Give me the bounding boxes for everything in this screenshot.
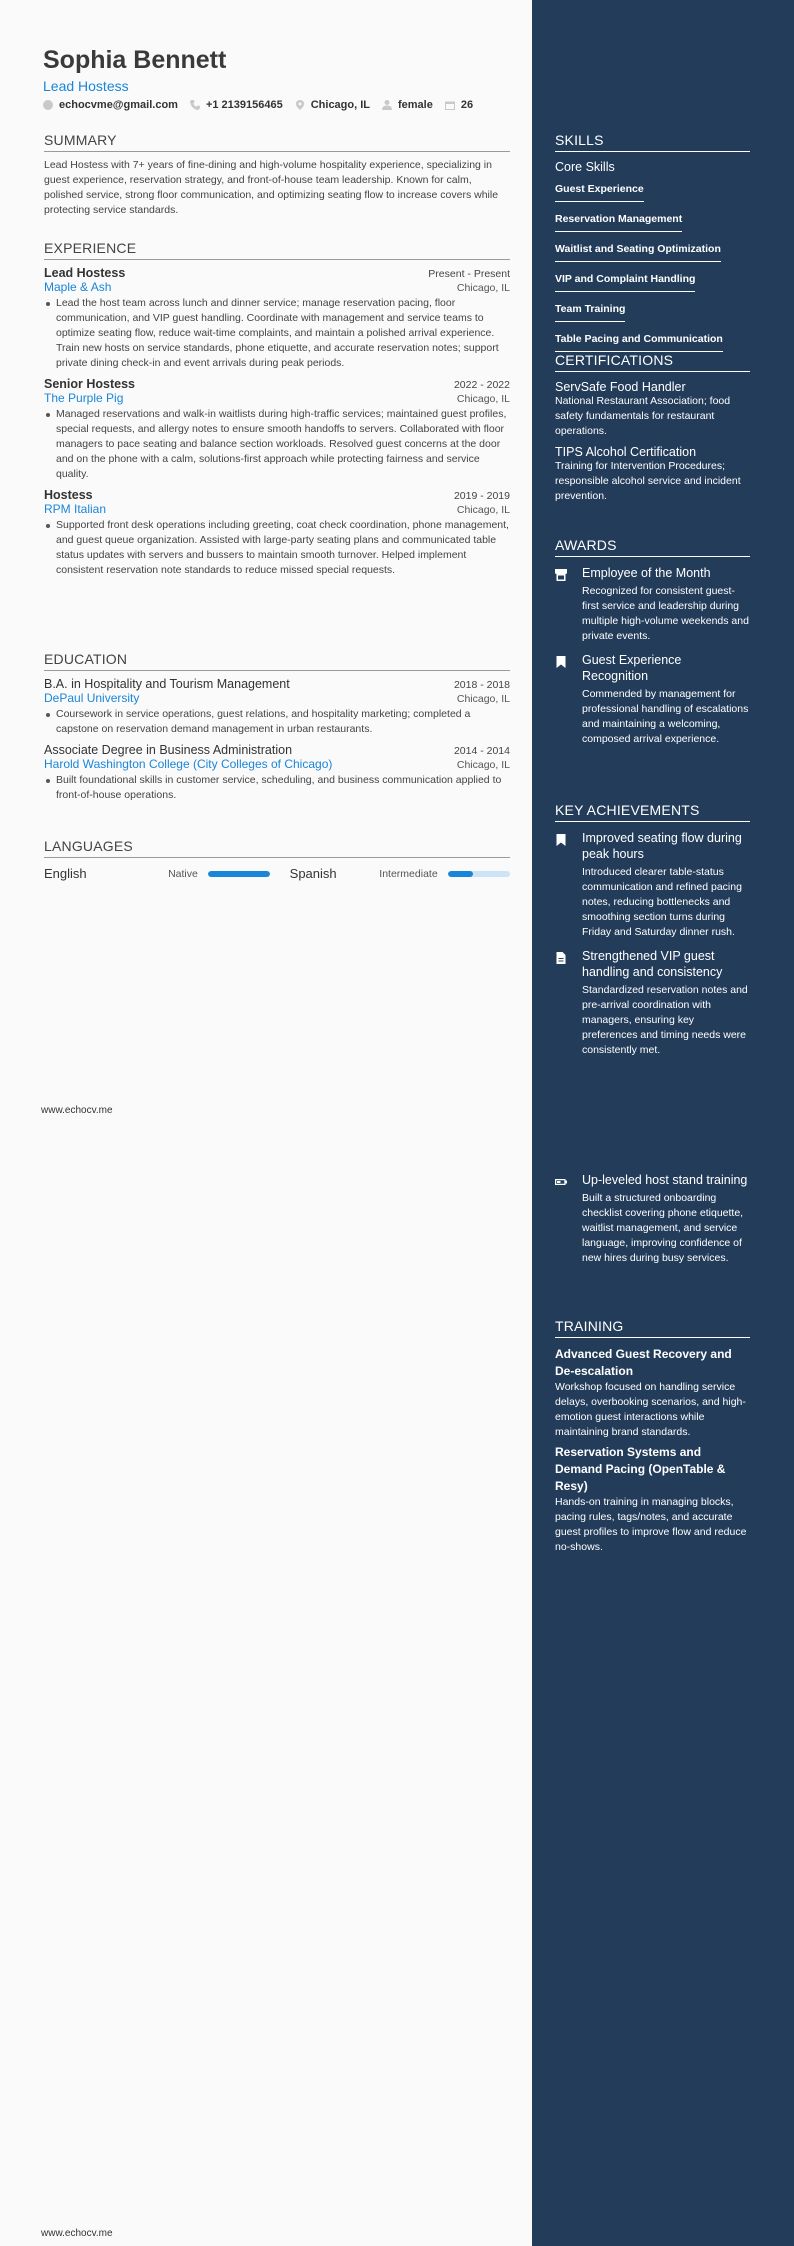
contact-row [43,99,485,111]
language-proficiency-fill [208,871,270,877]
training-heading: TRAINING [555,1318,750,1338]
job-company: The Purple Pig [44,391,124,405]
battery-icon [555,1175,567,1187]
achievements-heading: KEY ACHIEVEMENTS [555,802,750,822]
school-name: Harold Washington College (City Colleges of Chicago) [44,757,333,771]
education-section [44,651,510,809]
training-title: Advanced Guest Recovery and De-escalation [555,1347,732,1378]
training-desc: Workshop focused on handling service delays, overbooking scenarios, and high-emotion guest interactions while maintaining brand standards. [555,1381,746,1438]
certification-desc: National Restaurant Association; food safety fundamentals for restaurant operations. [555,395,731,437]
contact-phone: +1 2139156465 [190,99,283,111]
achievements-continued [555,1172,750,1274]
education-heading: EDUCATION [44,651,510,671]
language-level: Intermediate [379,867,438,880]
degree-title: Associate Degree in Business Administration [44,743,293,757]
school-location: Chicago, IL [456,693,510,705]
job-entry [44,377,510,482]
job-date: 2022 - 2022 [453,379,510,391]
achievement-desc: Introduced clearer table-status communication and refined pacing notes, reducing bottlenecks and smoothing section turns during Friday and Saturday dinner rush. [582,866,742,938]
location-pin-icon [295,100,305,110]
achievement-item [555,1172,750,1266]
job-title: Lead Hostess [44,266,126,280]
email-icon [43,100,53,110]
summary-section [44,132,510,218]
training-desc: Hands-on training in managing blocks, pacing rules, tags/notes, and accurate guest profiles to improve flow and reduce no-shows. [555,1496,747,1553]
experience-section [44,240,510,584]
contact-email: echocvme@gmail.com [43,99,178,111]
award-title: Guest Experience Recognition [582,653,682,683]
award-item [555,652,750,747]
job-location: Chicago, IL [456,282,510,294]
job-bullet: Lead the host team across lunch and dinner service; manage reservation pacing, floor communication, and VIP guest handling. Coordinate with management and service teams to optimize seating flow, reduce wait-time complaints, and maintain a polished arrival experience. Train new hosts on service standards, phone etiquette, and accurate reservation notes; support private dining check-in and event arrivals during peak periods. [44,296,510,371]
skills-heading: SKILLS [555,132,750,152]
candidate-name: Sophia Bennett [43,46,227,74]
job-company: Maple & Ash [44,280,112,294]
education-date: 2014 - 2014 [453,745,510,757]
store-icon [555,568,567,580]
achievement-desc: Built a structured onboarding checklist covering phone etiquette, waitlist management, and service language, improving confidence of new hires during busy services. [582,1192,744,1264]
contact-gender: female [382,99,433,111]
school-location: Chicago, IL [456,759,510,771]
award-title: Employee of the Month [582,566,711,580]
languages-row [44,866,510,881]
skills-section [555,132,750,359]
certifications-heading: CERTIFICATIONS [555,352,750,372]
education-entry [44,743,510,803]
certification-title: TIPS Alcohol Certification [555,445,697,459]
person-icon [382,100,392,110]
school-name: DePaul University [44,691,140,705]
languages-heading: LANGUAGES [44,838,510,858]
achievement-title: Up-leveled host stand training [582,1173,748,1187]
degree-title: B.A. in Hospitality and Tourism Management [44,677,290,691]
skill-item: VIP and Complaint Handling [555,273,695,292]
phone-icon [190,100,200,110]
education-bullet: Coursework in service operations, guest relations, and hospitality marketing; completed a capstone on reservation demand management in urban restaurants. [44,707,510,737]
certification-desc: Training for Intervention Procedures; responsible alcohol service and incident prevention. [555,460,741,502]
experience-heading: EXPERIENCE [44,240,510,260]
bookmark-icon [555,833,567,845]
job-company: RPM Italian [44,502,107,516]
language-proficiency-bar [208,871,270,877]
job-title: Senior Hostess [44,377,136,391]
certifications-section [555,352,750,510]
language-level: Native [168,867,198,880]
achievement-item [555,948,750,1058]
skill-item: Guest Experience [555,183,644,202]
training-section [555,1318,750,1559]
job-date: Present - Present [428,268,510,280]
bookmark-icon [555,655,567,667]
achievement-title: Improved seating flow during peak hours [582,831,742,861]
footer-link[interactable]: www.echocv.me [41,2228,113,2239]
skill-item: Team Training [555,303,625,322]
job-location: Chicago, IL [456,504,510,516]
education-entry [44,677,510,737]
achievement-item [555,830,750,940]
language-name: Spanish [289,866,337,881]
education-date: 2018 - 2018 [453,679,510,691]
languages-section [44,838,510,881]
job-location: Chicago, IL [456,393,510,405]
achievement-desc: Standardized reservation notes and pre-arrival coordination with managers, ensuring key preferences and timing needs were consistently met. [582,984,748,1056]
skill-item: Table Pacing and Communication [555,333,723,352]
skills-subheading: Core Skills [555,160,615,174]
skill-item: Reservation Management [555,213,682,232]
language-name: English [44,866,87,881]
job-bullet: Supported front desk operations including greeting, coat check coordination, phone management, and guest queue organization. Assisted with large-party seating plans and communicated table status updates with servers and bussers to maintain smooth turnover. Helped implement consistent reservation note standards to reduce missed special requests. [44,518,510,578]
footer-link[interactable]: www.echocv.me [41,1105,113,1116]
language-proficiency-fill [448,871,473,877]
candidate-title: Lead Hostess [43,78,129,94]
language-proficiency-bar [448,871,510,877]
calendar-icon [445,100,455,110]
summary-text: Lead Hostess with 7+ years of fine-dining and high-volume hospitality experience, specializing in guest experience, reservation strategy, and front-of-house team leadership. Known for calm, polished service, strong floor communication, and optimizing seating flow to increase covers while protecting service standards. [44,159,499,216]
contact-age: 26 [445,99,473,111]
job-date: 2019 - 2019 [453,490,510,502]
award-desc: Recognized for consistent guest-first service and leadership during multiple high-volume weekends and private events. [582,585,749,642]
education-bullet: Built foundational skills in customer service, scheduling, and business communication applied to front-of-house operations. [44,773,510,803]
training-title: Reservation Systems and Demand Pacing (OpenTable & Resy) [555,1445,726,1493]
contact-location: Chicago, IL [295,99,370,111]
job-entry [44,488,510,578]
summary-heading: SUMMARY [44,132,510,152]
award-item [555,565,750,644]
achievements-section [555,802,750,1066]
achievement-title: Strengthened VIP guest handling and consistency [582,949,723,979]
awards-section [555,537,750,755]
awards-heading: AWARDS [555,537,750,557]
job-entry [44,266,510,371]
certification-title: ServSafe Food Handler [555,380,686,394]
skill-item: Waitlist and Seating Optimization [555,243,721,262]
job-bullet: Managed reservations and walk-in waitlists during high-traffic services; maintained guest profiles, special requests, and allergy notes to ensure smooth handoffs to servers. Collaborated with floor managers to pace seating and balance section workloads. Resolved guest concerns at the door and on the phone with a calm, solutions-first approach while protecting fairness and service quality. [44,407,510,482]
job-title: Hostess [44,488,93,502]
file-icon [555,951,567,963]
award-desc: Commended by management for professional handling of escalations and maintaining a welcoming, composed arrival experience. [582,688,749,745]
